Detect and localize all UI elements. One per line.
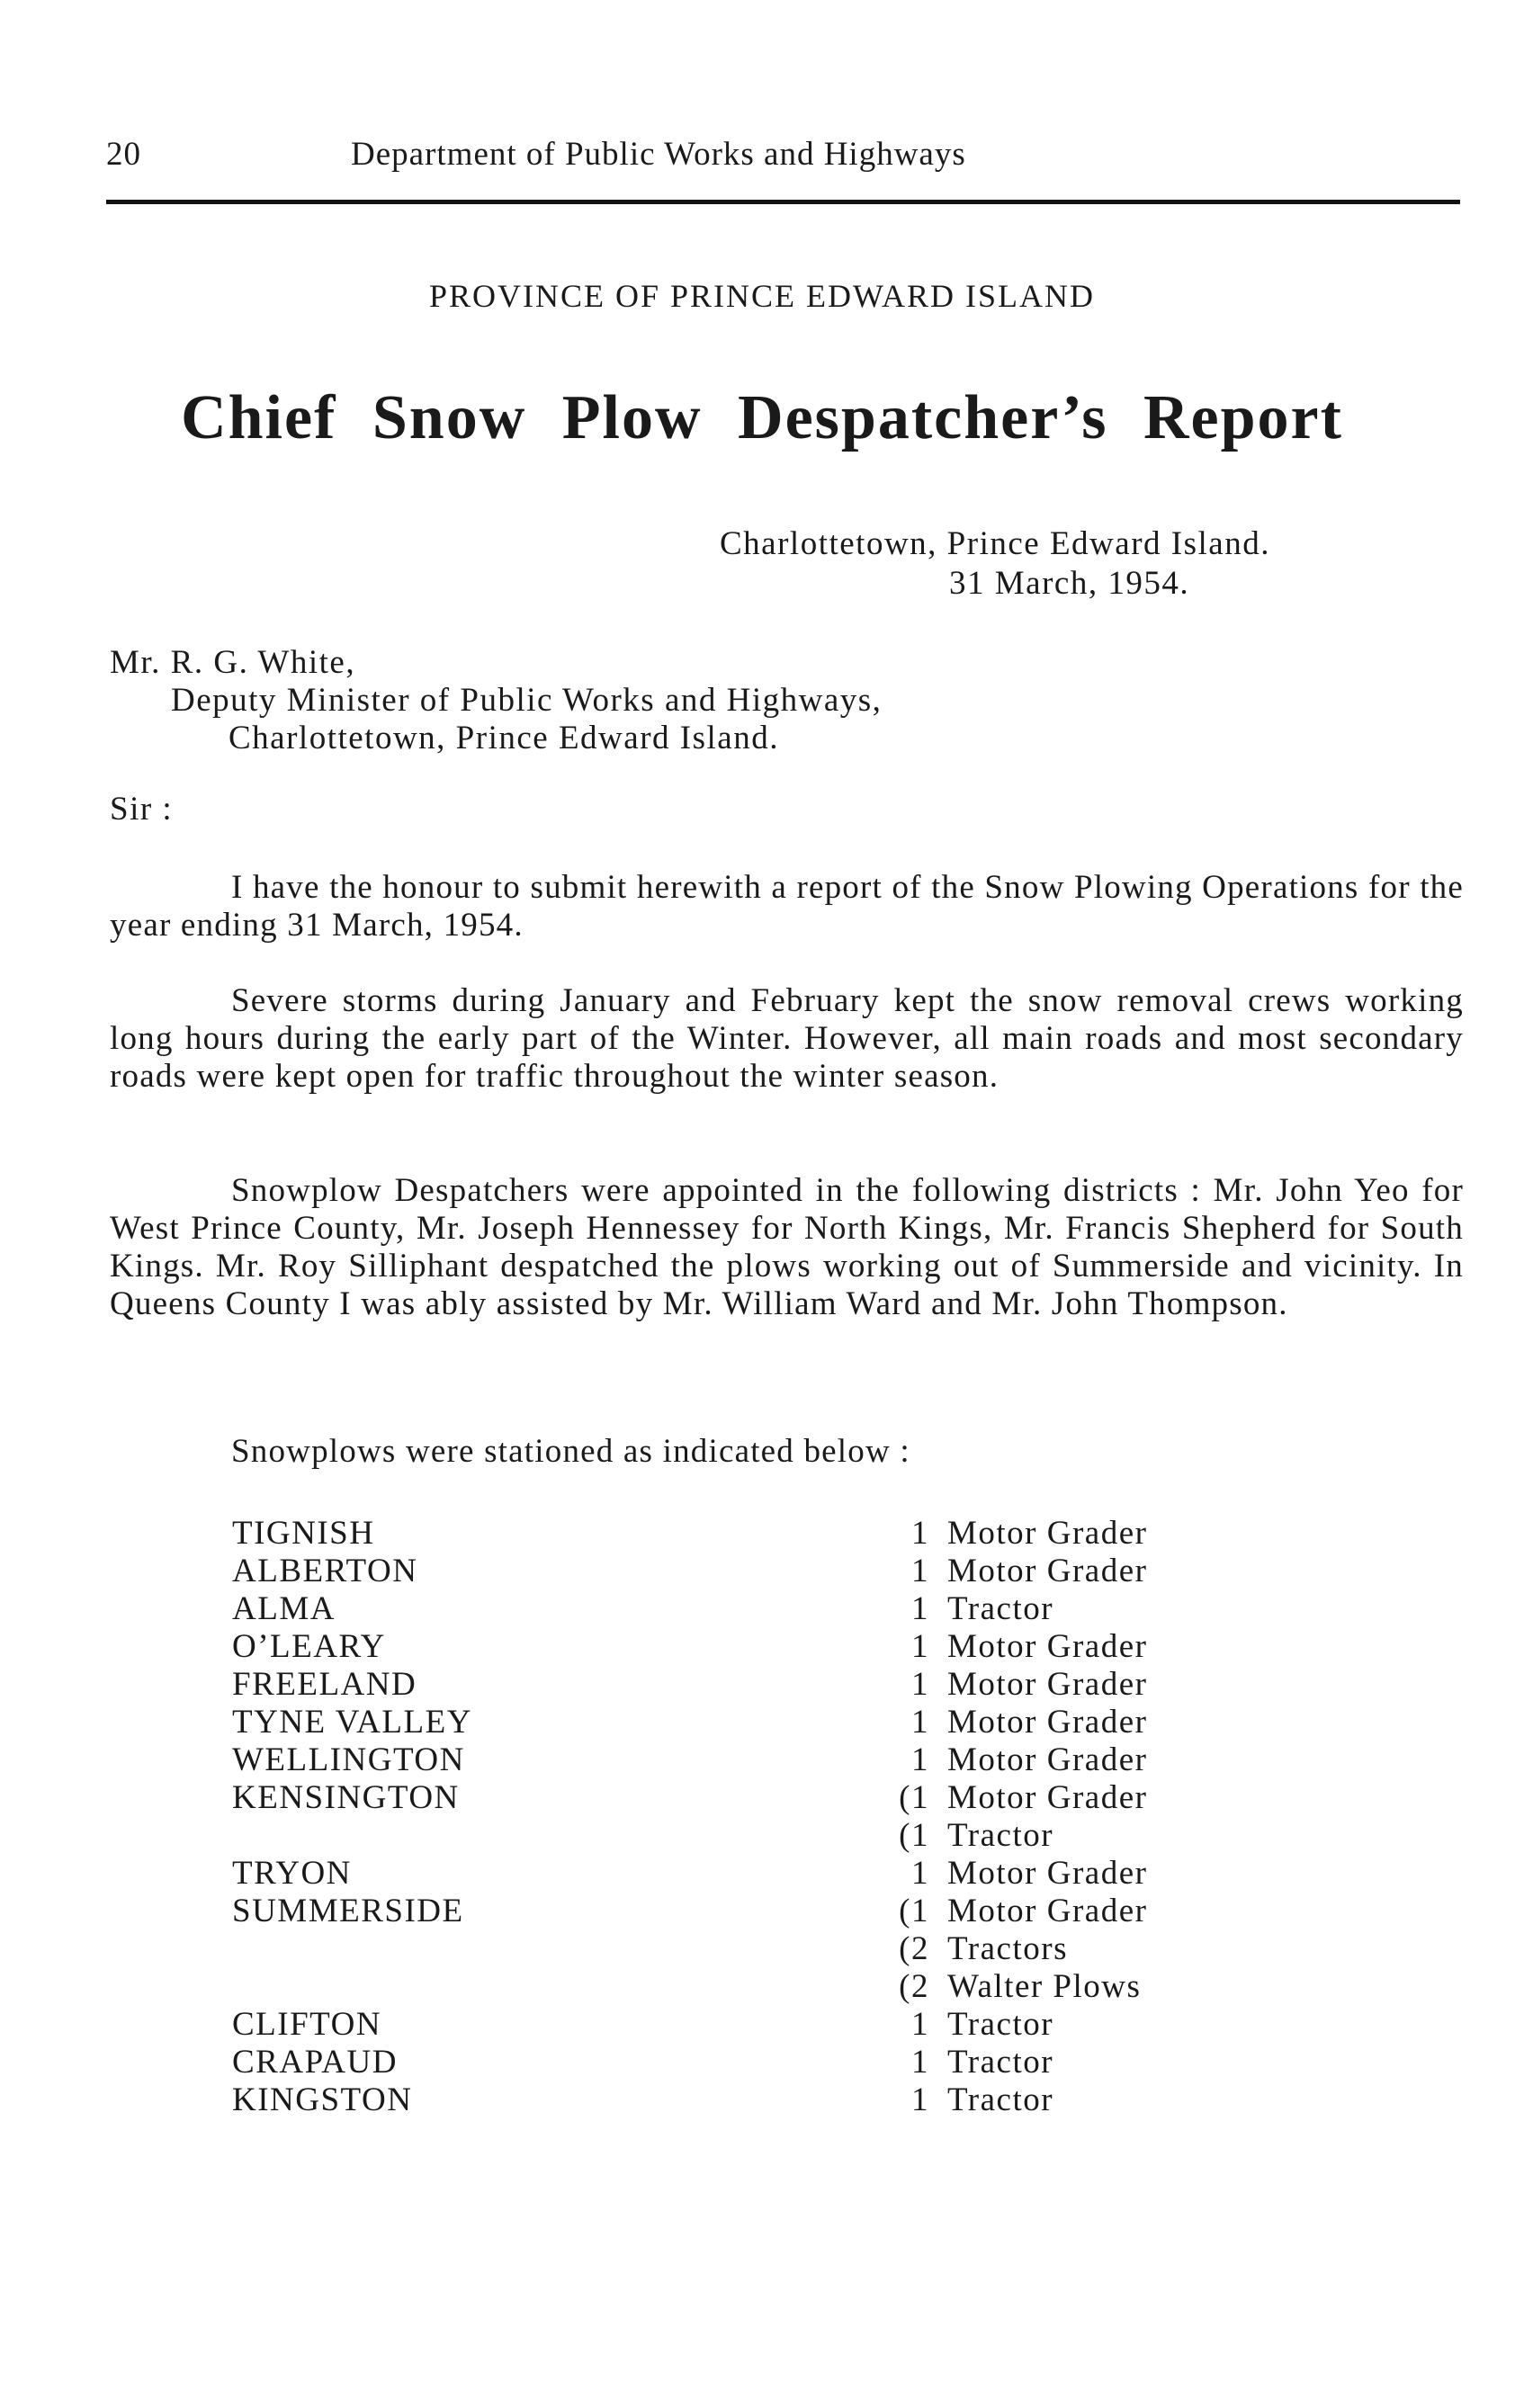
station-equipment: Motor Grader	[947, 1779, 1148, 1816]
list-item	[232, 1892, 1312, 1929]
list-item	[232, 2081, 1312, 2118]
running-title: Department of Public Works and Highways	[351, 136, 966, 173]
station-quantity: 1	[911, 1590, 929, 1627]
station-quantity: 1	[911, 1628, 929, 1665]
paragraph-despatchers: Snowplow Despatchers were appointed in the following districts : Mr. John Yeo for West Prince County, Mr. Joseph Hennessey for North Kings, Mr. Francis Shepherd for South Kings. Mr. Roy Silliphant despatched the plows working out of Summerside and vicinity. In Queens County I was ably assisted by Mr. William Ward and Mr. John Thompson.	[110, 1172, 1464, 1322]
list-item	[232, 1514, 1312, 1552]
station-quantity: (2	[899, 1968, 929, 2005]
station-equipment: Walter Plows	[947, 1968, 1142, 2005]
station-equipment: Motor Grader	[947, 1666, 1148, 1703]
header-rule	[106, 200, 1460, 204]
addressee-location: Charlottetown, Prince Edward Island.	[229, 720, 779, 756]
station-quantity: 1	[911, 2081, 929, 2118]
list-item	[232, 1552, 1312, 1589]
station-town: KENSINGTON	[232, 1779, 460, 1816]
list-item	[232, 1627, 1312, 1665]
station-town: TIGNISH	[232, 1515, 375, 1552]
station-quantity: 1	[911, 2006, 929, 2043]
station-town: O’LEARY	[232, 1628, 386, 1665]
station-town: KINGSTON	[232, 2081, 413, 2118]
station-town: SUMMERSIDE	[232, 1893, 464, 1929]
station-equipment: Tractors	[947, 1930, 1068, 1967]
list-item	[232, 1967, 1312, 2005]
station-equipment: Motor Grader	[947, 1855, 1148, 1892]
list-item	[232, 2043, 1312, 2081]
station-quantity: (1	[899, 1893, 929, 1929]
list-item	[232, 1854, 1312, 1892]
running-header	[106, 135, 1460, 180]
station-equipment: Tractor	[947, 2081, 1054, 2118]
station-equipment: Tractor	[947, 1590, 1054, 1627]
station-quantity: (1	[899, 1779, 929, 1816]
station-quantity: 1	[911, 1704, 929, 1741]
station-town: TRYON	[232, 1855, 352, 1892]
dateline-date: 31 March, 1954.	[949, 565, 1190, 602]
station-equipment: Motor Grader	[947, 1553, 1148, 1589]
station-equipment: Motor Grader	[947, 1893, 1148, 1929]
page-number: 20	[106, 136, 141, 173]
station-equipment: Motor Grader	[947, 1628, 1148, 1665]
station-town: ALBERTON	[232, 1553, 418, 1589]
station-quantity: 1	[911, 1666, 929, 1703]
station-quantity: 1	[911, 1855, 929, 1892]
station-quantity: 1	[911, 1553, 929, 1589]
report-title: Chief Snow Plow Despatcher’s Report	[181, 383, 1343, 452]
station-equipment: Motor Grader	[947, 1704, 1148, 1741]
station-town: CLIFTON	[232, 2006, 382, 2043]
salutation: Sir :	[110, 791, 174, 828]
list-item	[232, 1589, 1312, 1627]
dateline-place: Charlottetown, Prince Edward Island.	[720, 525, 1270, 562]
stations-list	[232, 1514, 1312, 2118]
station-town: WELLINGTON	[232, 1741, 465, 1778]
list-item	[232, 1778, 1312, 1816]
station-quantity: 1	[911, 1515, 929, 1552]
paragraph-intro: I have the honour to submit herewith a report of the Snow Plowing Operations for the year ending 31 March, 1954.	[110, 869, 1464, 944]
station-quantity: (1	[899, 1817, 929, 1854]
station-quantity: 1	[911, 2044, 929, 2081]
paragraph-stations-intro: Snowplows were stationed as indicated below :	[231, 1433, 910, 1470]
station-town: ALMA	[232, 1590, 336, 1627]
station-quantity: (2	[899, 1930, 929, 1967]
station-equipment: Motor Grader	[947, 1741, 1148, 1778]
station-town: CRAPAUD	[232, 2044, 398, 2081]
addressee-name: Mr. R. G. White,	[110, 644, 356, 681]
paragraph-storms: Severe storms during January and February kept the snow removal crews working long hours during the early part of the Winter. However, all main roads and most secondary roads were kept open for traffic throughout the winter season.	[110, 982, 1464, 1095]
station-town: FREELAND	[232, 1666, 417, 1703]
province-heading: PROVINCE OF PRINCE EDWARD ISLAND	[428, 278, 1096, 314]
station-equipment: Tractor	[947, 2044, 1054, 2081]
station-equipment: Motor Grader	[947, 1515, 1148, 1552]
list-item	[232, 2005, 1312, 2043]
station-town: TYNE VALLEY	[232, 1704, 472, 1741]
list-item	[232, 1816, 1312, 1854]
list-item	[232, 1929, 1312, 1967]
list-item	[232, 1665, 1312, 1703]
station-equipment: Tractor	[947, 2006, 1054, 2043]
list-item	[232, 1703, 1312, 1741]
station-quantity: 1	[911, 1741, 929, 1778]
list-item	[232, 1741, 1312, 1778]
addressee-title: Deputy Minister of Public Works and Highways,	[171, 682, 883, 719]
station-equipment: Tractor	[947, 1817, 1054, 1854]
